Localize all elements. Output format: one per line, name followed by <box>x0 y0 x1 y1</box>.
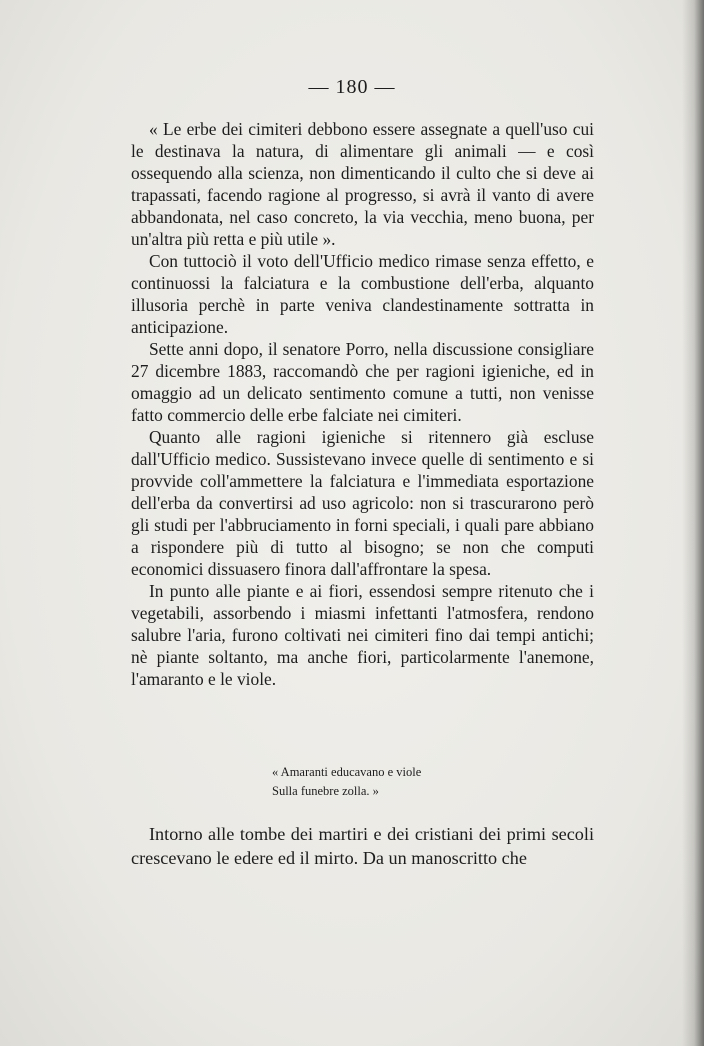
verse-line: « Amaranti educavano e viole <box>272 765 422 779</box>
body-text <box>131 118 594 690</box>
page-edge-shadow <box>682 0 704 1046</box>
verse-quotation <box>272 763 421 801</box>
paragraph: Sette anni dopo, il senatore Porro, nella discussione consigliare 27 dicembre 1883, raccomandò che per ragioni igieniche, ed in omaggio ad un delicato sentimento comune a tutti, non venisse fatto commercio delle erbe falciate nei cimiteri. <box>131 339 594 425</box>
paragraph: In punto alle piante e ai fiori, essendosi sempre ritenuto che i vegetabili, assorbendo i miasmi infettanti l'atmosfera, rendono salubre l'aria, furono coltivati nei cimiteri fino dai tempi antichi; nè piante soltanto, ma anche fiori, particolarmente l'anemone, l'amaranto e le viole. <box>131 581 594 689</box>
paragraph: Con tuttociò il voto dell'Ufficio medico rimase senza effetto, e continuossi la falciatura e la combustione dell'erba, alquanto illusoria perchè in parte veniva clandestinamente sottratta in anticipazione. <box>131 251 594 337</box>
paragraph: « Le erbe dei cimiteri debbono essere assegnate a quell'uso cui le destinava la natura, di alimentare gli animali — e così ossequendo alla scienza, non dimenticando il culto che si deve ai trapassati, facendo ragione al progresso, si avrà il vanto di avere abbandonata, nel caso concreto, la via vecchia, meno buona, per un'altra più retta e più utile ». <box>131 119 594 249</box>
paragraph: Quanto alle ragioni igieniche si ritennero già escluse dall'Ufficio medico. Sussistevano invece quelle di sentimento e si provvide coll'ammettere la falciatura e l'immediata esportazione dell'erba da convertirsi ad uso agricolo: non si trascurarono però gli studi per l'abbruciamento in forni speciali, i quali pare abbiano a rispondere più di tutto al bisogno; se non che computi economici dissuasero finora dall'affrontare la spesa. <box>131 427 594 579</box>
paragraph: Intorno alle tombe dei martiri e dei cristiani dei primi secoli crescevano le edere ed il mirto. Da un manoscritto che <box>131 824 594 868</box>
verse-line: Sulla funebre zolla. » <box>272 784 379 798</box>
closing-text <box>131 822 594 870</box>
page-number: — 180 — <box>308 76 396 98</box>
